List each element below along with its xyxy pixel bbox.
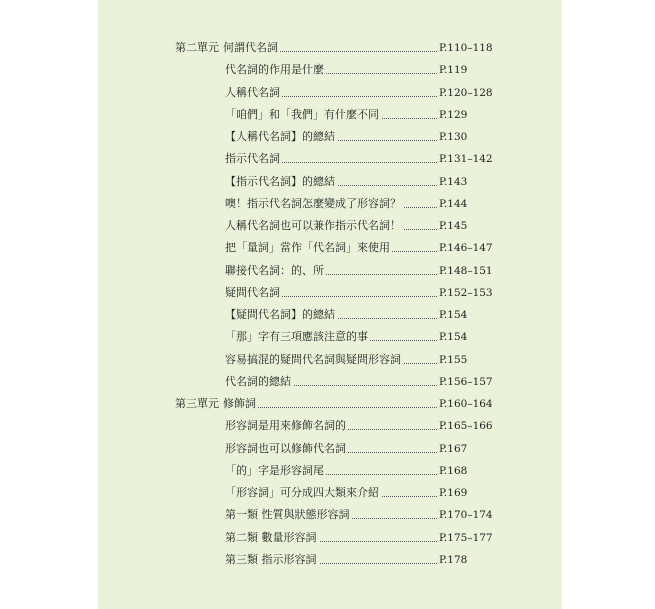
toc-page-number: P.156–157 — [439, 376, 493, 388]
toc-entry-title: 疑問代名詞 — [225, 286, 280, 299]
toc-entry-label — [225, 85, 282, 101]
toc-entry — [225, 507, 491, 523]
toc-page-number: P.120–128 — [439, 87, 493, 99]
toc-entry-title: 「的」字是形容詞尾 — [225, 464, 324, 477]
toc-entry-label — [225, 485, 381, 501]
toc-entry — [225, 418, 491, 434]
toc-entry-title: 指示代名詞 — [225, 152, 280, 165]
toc-page-number: P.148–151 — [439, 265, 493, 277]
toc-entry — [225, 151, 491, 167]
toc-page-number: P.168 — [439, 465, 468, 477]
toc-page-number: P.119 — [439, 64, 468, 76]
toc-entry — [225, 485, 491, 501]
toc-entry-label — [225, 307, 337, 323]
toc-entry — [225, 107, 491, 123]
toc-entry-title: 代名詞的作用是什麼 — [225, 63, 324, 76]
toc-entry-title: 第二類 數量形容詞 — [225, 531, 317, 544]
toc-entry — [225, 196, 491, 212]
toc-entry-label — [225, 218, 403, 234]
toc-page-number: P.143 — [439, 176, 468, 188]
toc-entry-label — [225, 107, 381, 123]
toc-page-number: P.146–147 — [439, 242, 493, 254]
toc-entry-title: 把「量詞」當作「代名詞」來使用 — [225, 241, 390, 254]
toc-entry — [225, 463, 491, 479]
toc-entry-title: 「形容詞」可分成四大類來介紹 — [225, 486, 379, 499]
toc-unit-label: 第三單元 — [175, 397, 219, 410]
toc-entry-title: 形容詞也可以修飾代名詞 — [225, 442, 346, 455]
toc-page-number: P.154 — [439, 309, 468, 321]
toc-entry-title: 修飾詞 — [223, 397, 256, 410]
toc-entry-title: 「那」字有三項應該注意的事 — [225, 330, 368, 343]
toc-page-number: P.110–118 — [439, 42, 493, 54]
toc-page-number: P.175–177 — [439, 532, 493, 544]
toc-entry-title: 人稱代名詞 — [225, 86, 280, 99]
toc-entry-label — [225, 374, 293, 390]
toc-page-number: P.160–164 — [439, 398, 493, 410]
toc-entry-label — [225, 240, 392, 256]
toc-page-number: P.144 — [439, 198, 468, 210]
toc-entry-label — [225, 329, 370, 345]
toc-page-number: P.169 — [439, 487, 468, 499]
toc-entry — [225, 263, 491, 279]
toc-entry-label — [225, 285, 282, 301]
toc-entry-label — [225, 62, 326, 78]
toc-entry-title: 容易搞混的疑問代名詞與疑問形容詞 — [225, 353, 401, 366]
toc-entry — [225, 441, 491, 457]
toc-page-number: P.155 — [439, 354, 468, 366]
toc-entry-label — [225, 263, 326, 279]
toc-entry-label — [225, 418, 348, 434]
toc-unit-entry — [175, 40, 491, 56]
toc-entry — [225, 240, 491, 256]
toc-page-number: P.165–166 — [439, 420, 493, 432]
toc-entry-label — [225, 196, 403, 212]
toc-entry-label — [225, 463, 326, 479]
toc-entry — [225, 129, 491, 145]
toc-entry — [225, 62, 491, 78]
toc-entry-title: 代名詞的總結 — [225, 375, 291, 388]
toc-entry-title: 【疑問代名詞】的總結 — [225, 308, 335, 321]
toc-entry-title: 人稱代名詞也可以兼作指示代名詞！ — [225, 219, 401, 232]
toc-entry — [225, 352, 491, 368]
toc-entry-title: 第三類 指示形容詞 — [225, 553, 317, 566]
toc-entry-title: 何謂代名詞 — [223, 41, 278, 54]
toc-entry — [225, 329, 491, 345]
toc-page-number: P.131–142 — [439, 153, 493, 165]
toc-page-number: P.178 — [439, 554, 468, 566]
toc-entry-title: 形容詞是用來修飾名詞的 — [225, 419, 346, 432]
toc-entry-label — [175, 396, 258, 412]
toc-entry-label — [225, 129, 337, 145]
toc-entry-title: 聯接代名詞：的、所 — [225, 264, 324, 277]
toc-entry — [225, 85, 491, 101]
toc-page-number: P.170–174 — [439, 509, 493, 521]
toc-entry-label — [225, 174, 337, 190]
table-of-contents — [98, 0, 562, 609]
toc-entry — [225, 285, 491, 301]
toc-entry-label — [225, 151, 282, 167]
toc-entry-label — [225, 441, 348, 457]
toc-entry-label — [225, 530, 319, 546]
toc-page-number: P.152–153 — [439, 287, 493, 299]
toc-page-number: P.154 — [439, 331, 468, 343]
toc-entry-title: 【人稱代名詞】的總結 — [225, 130, 335, 143]
toc-entry — [225, 552, 491, 568]
toc-page-number: P.167 — [439, 443, 468, 455]
toc-entry — [225, 174, 491, 190]
toc-entry-title: 「咱們」和「我們」有什麼不同 — [225, 108, 379, 121]
toc-entry-label — [225, 552, 319, 568]
toc-unit-entry — [175, 396, 491, 412]
toc-entry-label — [225, 507, 352, 523]
toc-entry — [225, 307, 491, 323]
toc-page-number: P.130 — [439, 131, 468, 143]
toc-entry — [225, 530, 491, 546]
toc-entry — [225, 218, 491, 234]
toc-entry-title: 【指示代名詞】的總結 — [225, 175, 335, 188]
toc-entry-title: 噢！指示代名詞怎麼變成了形容詞？ — [225, 197, 401, 210]
toc-entry-title: 第一類 性質與狀態形容詞 — [225, 508, 350, 521]
toc-entry-label — [175, 40, 280, 56]
toc-page-number: P.145 — [439, 220, 468, 232]
toc-page-number: P.129 — [439, 109, 468, 121]
toc-unit-label: 第二單元 — [175, 41, 219, 54]
toc-entry-label — [225, 352, 403, 368]
book-page — [98, 0, 562, 609]
toc-entry — [225, 374, 491, 390]
